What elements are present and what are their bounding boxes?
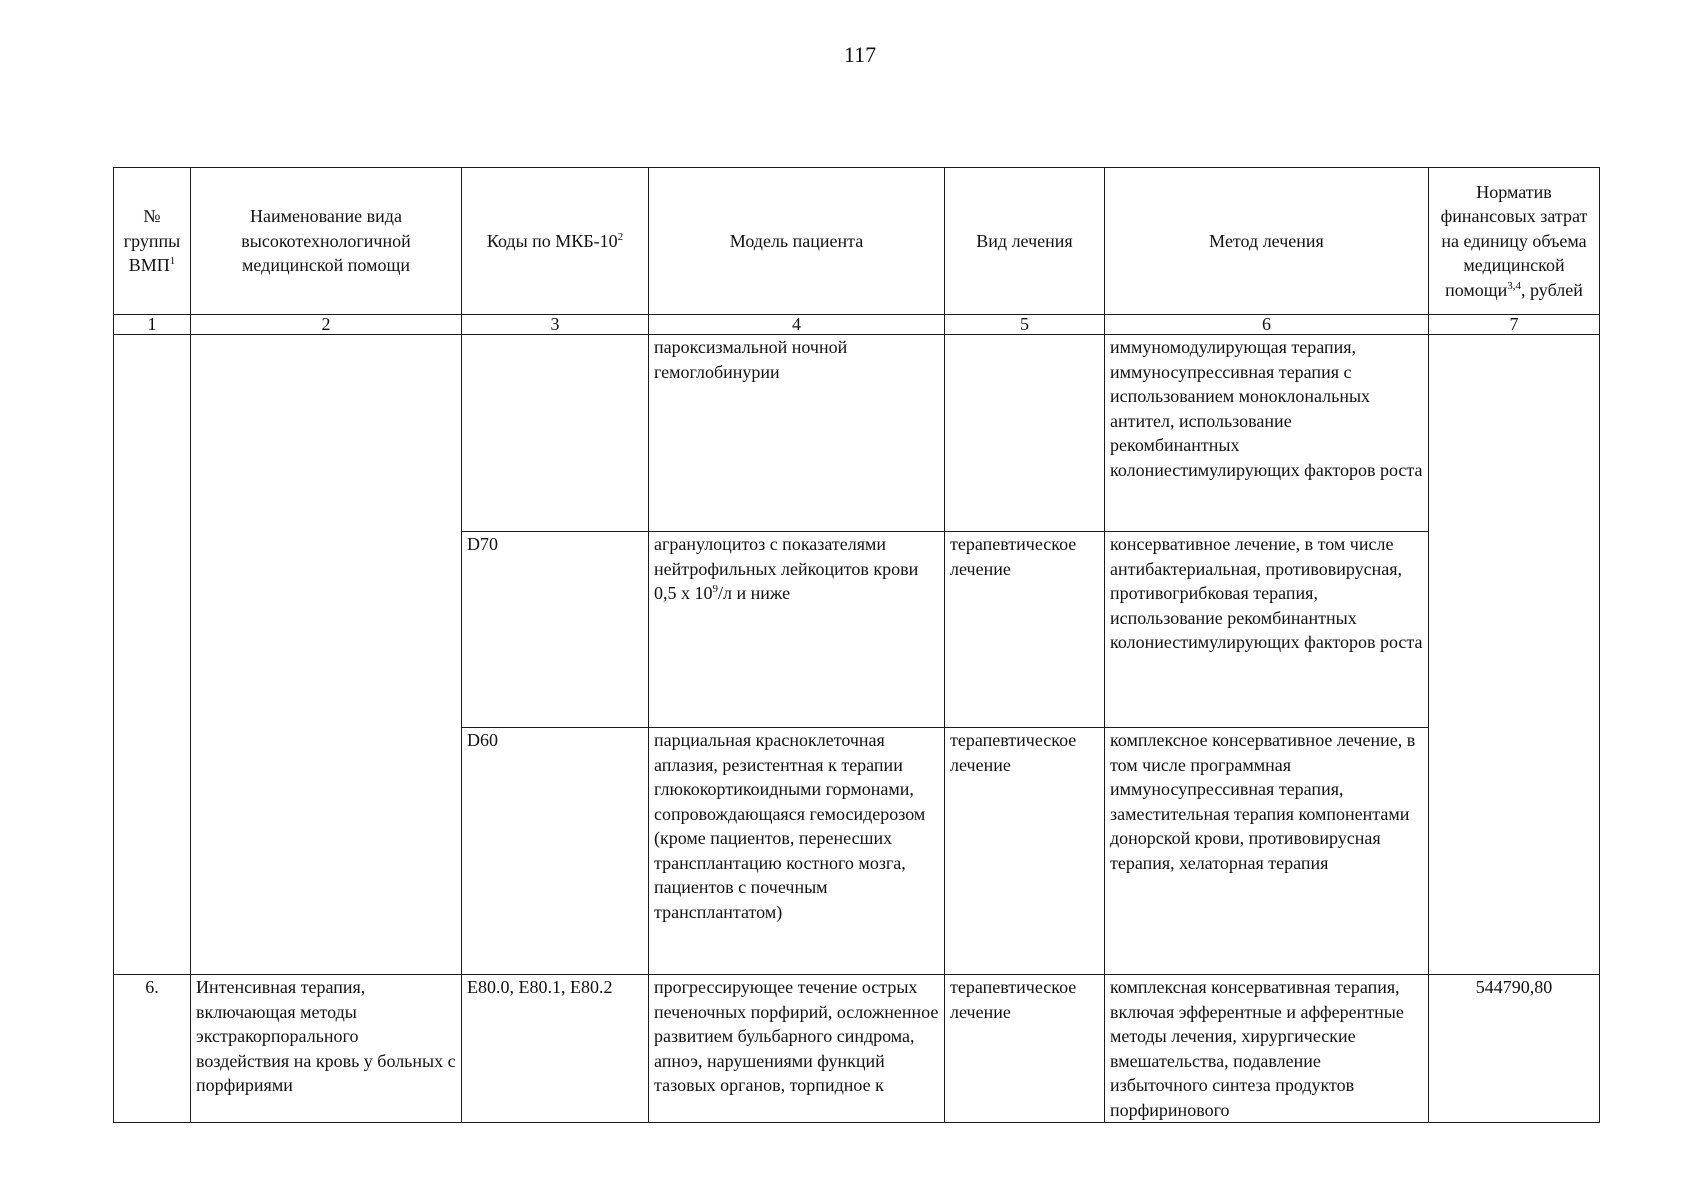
column-number: 4	[649, 315, 945, 335]
cell-cost-standard: 544790,80	[1429, 975, 1600, 1123]
header-icd-codes: Коды по МКБ-$10^2$	[462, 168, 649, 315]
header-group-number: № группы ВМП$^1$	[114, 168, 191, 315]
column-numbers-row	[114, 315, 1600, 335]
column-number: 1	[114, 315, 191, 335]
cell-cost-standard	[1429, 335, 1600, 975]
cell-patient-model: парциальная красноклеточная аплазия, резистентная к терапии глюкокортикоидными гормонами, сопровождающаяся гемосидерозом (кроме пациентов, перенесших трансплантацию костного мозга, пациентов с почечным трансплантатом)	[649, 728, 945, 975]
vmp-table	[113, 167, 1600, 1123]
cell-care-type-name	[191, 335, 462, 975]
cell-patient-model: пароксизмальной ночной гемоглобинурии	[649, 335, 945, 532]
header-treatment-method: Метод лечения	[1105, 168, 1429, 315]
table-row	[114, 335, 1600, 532]
column-number: 3	[462, 315, 649, 335]
cell-patient-model: агранулоцитоз с показателями нейтрофильных лейкоцитов крови 0,5 x $10^9/л$ и ниже	[649, 532, 945, 728]
cell-icd-code: E80.0, E80.1, E80.2	[462, 975, 649, 1123]
cell-treatment-type: терапевтическое лечение	[945, 728, 1105, 975]
cell-treatment-type: терапевтическое лечение	[945, 532, 1105, 728]
cell-icd-code: D60	[462, 728, 649, 975]
cell-treatment-type	[945, 335, 1105, 532]
table-row	[114, 975, 1600, 1123]
cell-group-number: 6.	[114, 975, 191, 1123]
cell-care-type-name: Интенсивная терапия, включающая методы экстракорпорального воздействия на кровь у больных с порфириями	[191, 975, 462, 1123]
header-cost-standard: Норматив финансовых затрат на единицу объема медицинской помощи$^{3,4}$, рублей	[1429, 168, 1600, 315]
cell-treatment-method: комплексная консервативная терапия, включая эфферентные и афферентные методы лечения, хирургические вмешательства, подавление избыточного синтеза продуктов порфиринового	[1105, 975, 1429, 1123]
column-number: 5	[945, 315, 1105, 335]
column-number: 7	[1429, 315, 1600, 335]
cell-treatment-method: иммуномодулирующая терапия, иммуносупрессивная терапия с использованием моноклональных антител, использование рекомбинантных колониестимулирующих факторов роста	[1105, 335, 1429, 532]
table-header-row	[114, 168, 1600, 315]
column-number: 2	[191, 315, 462, 335]
cell-treatment-method: консервативное лечение, в том числе антибактериальная, противовирусная, противогрибковая терапия, использование рекомбинантных колониестимулирующих факторов роста	[1105, 532, 1429, 728]
cell-icd-code	[462, 335, 649, 532]
header-treatment-type: Вид лечения	[945, 168, 1105, 315]
cell-patient-model: прогрессирующее течение острых печеночных порфирий, осложненное развитием бульбарного синдрома, апноэ, нарушениями функций тазовых органов, торпидное к	[649, 975, 945, 1123]
cell-icd-code: D70	[462, 532, 649, 728]
header-patient-model: Модель пациента	[649, 168, 945, 315]
column-number: 6	[1105, 315, 1429, 335]
page-number: 117	[843, 42, 877, 67]
header-care-type-name: Наименование вида высокотехнологичной медицинской помощи	[191, 168, 462, 315]
cell-treatment-method: комплексное консервативное лечение, в том числе программная иммуносупрессивная терапия, заместительная терапия компонентами донорской крови, противовирусная терапия, хелаторная терапия	[1105, 728, 1429, 975]
cell-group-number	[114, 335, 191, 975]
cell-treatment-type: терапевтическое лечение	[945, 975, 1105, 1123]
